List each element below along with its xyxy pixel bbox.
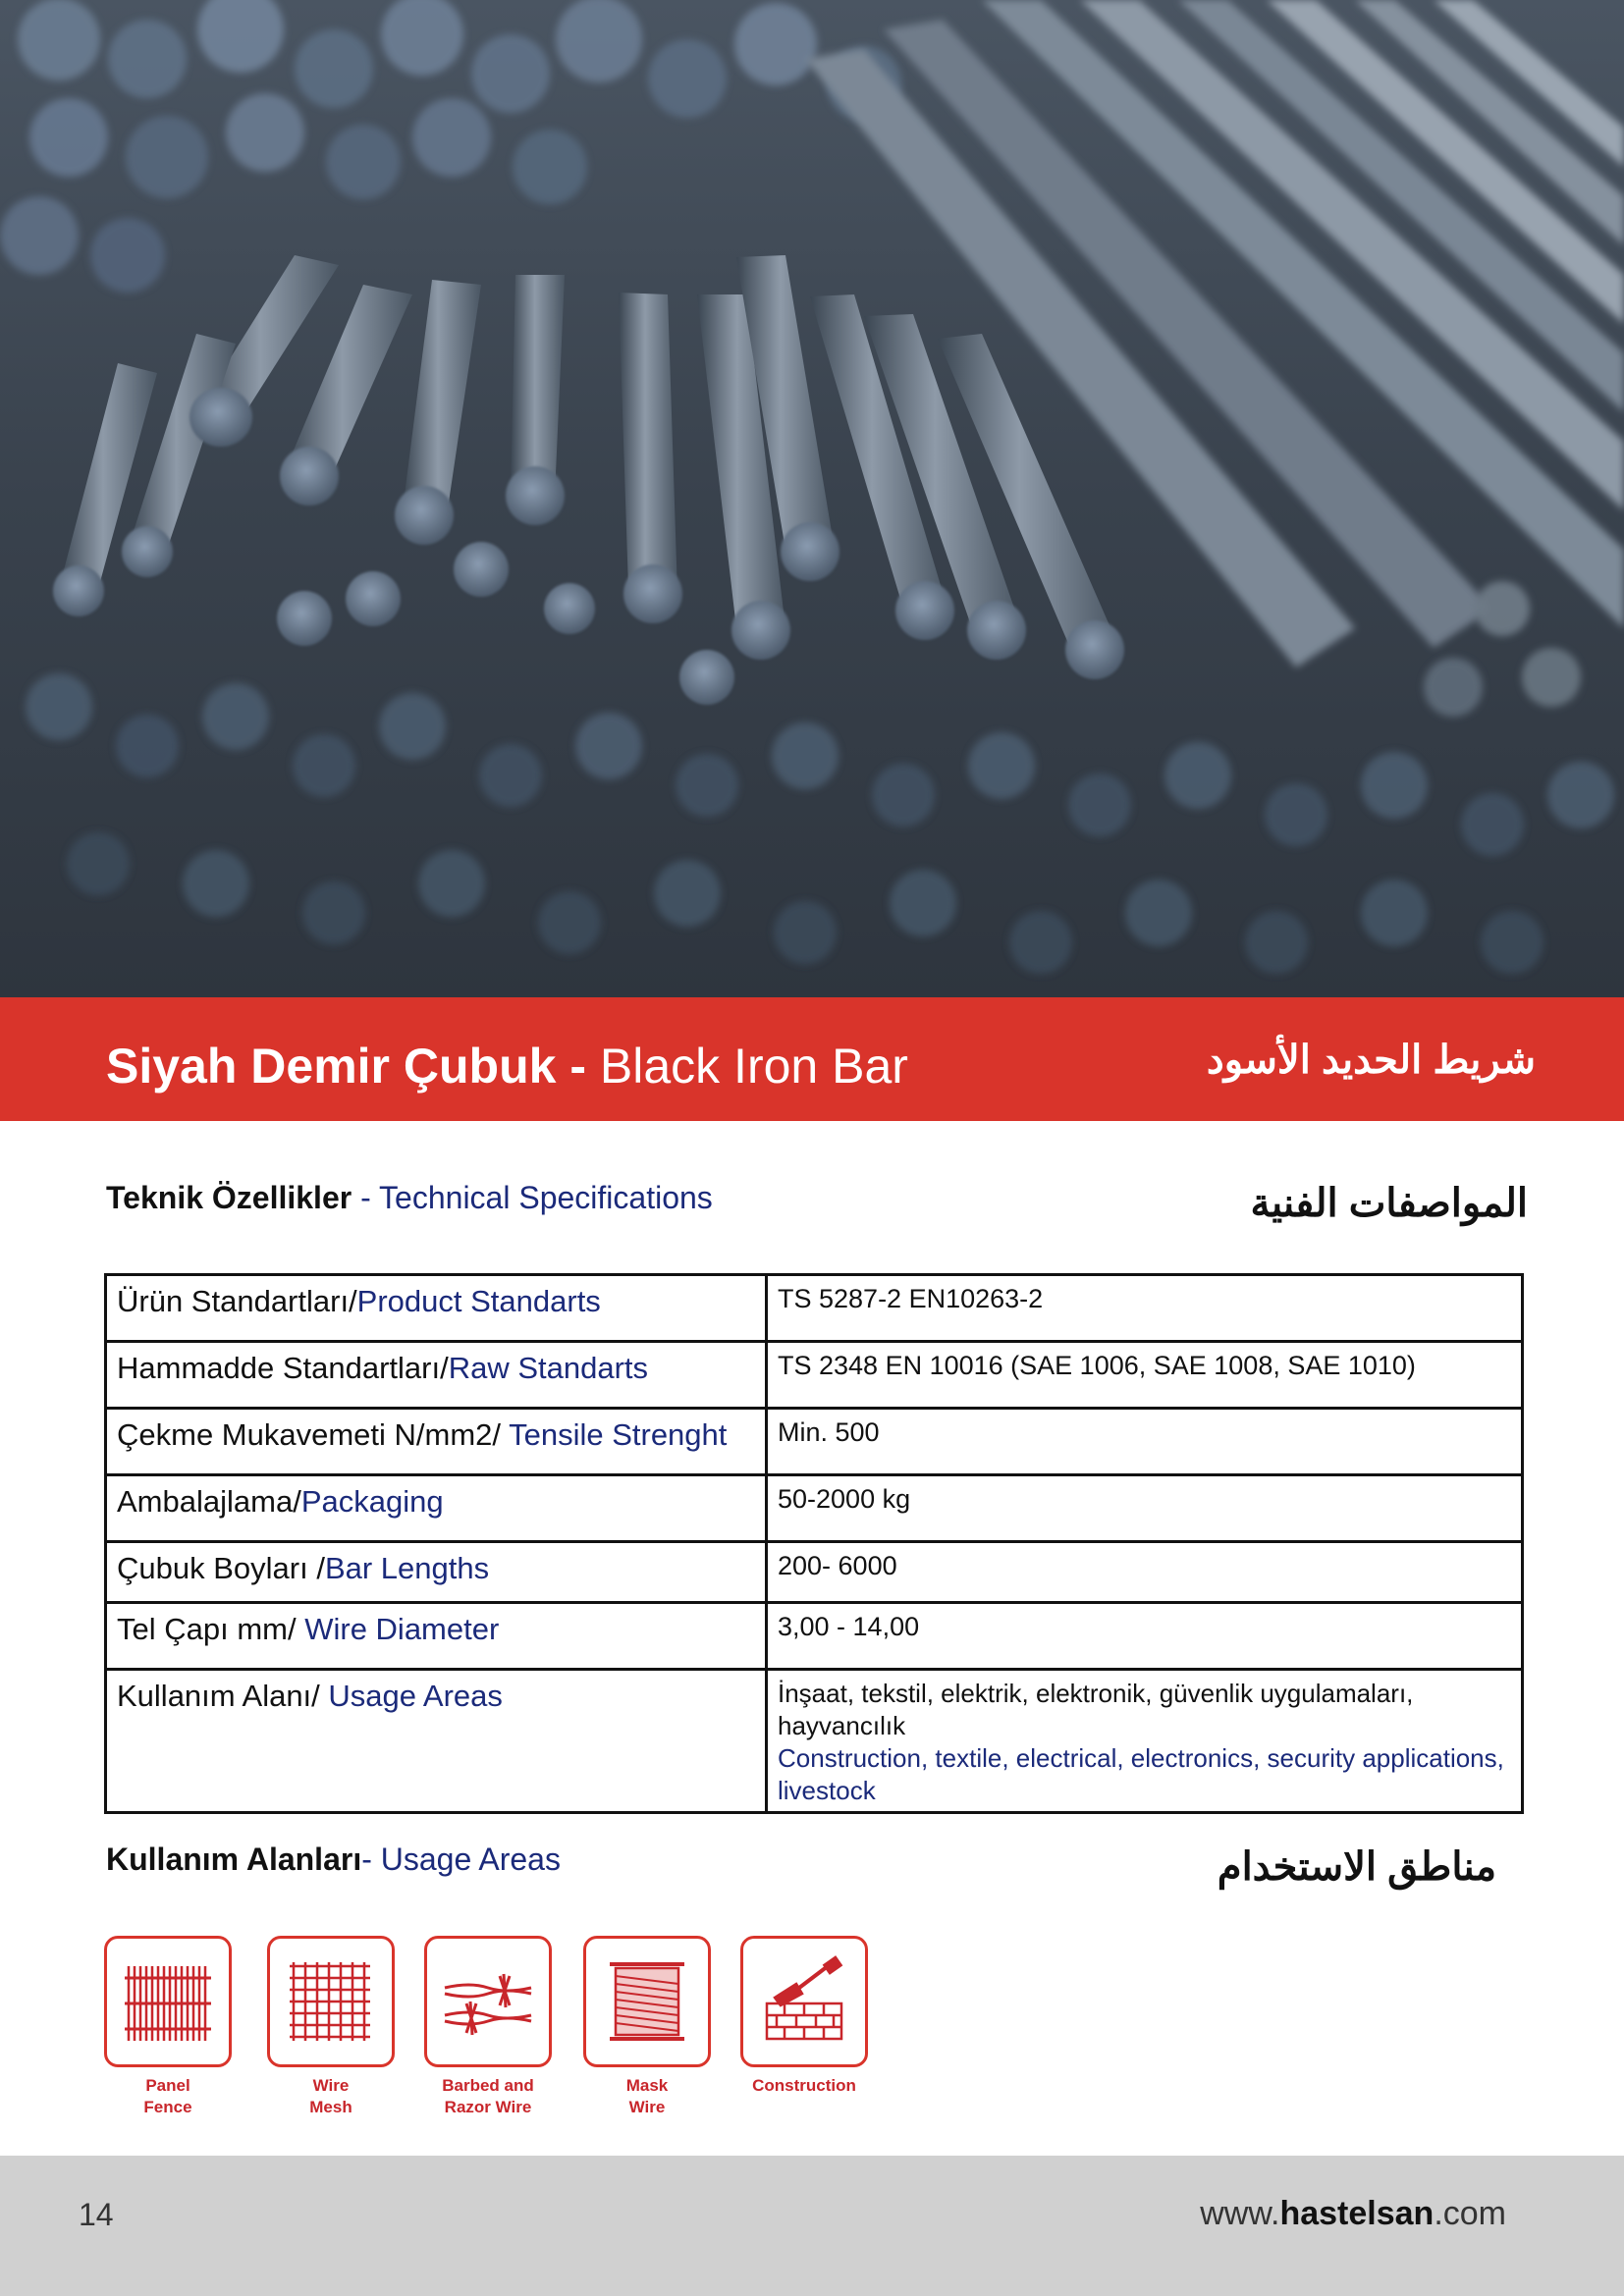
- spec-label: [106, 1275, 767, 1342]
- table-row: [106, 1670, 1523, 1813]
- usage-section-title: [106, 1840, 561, 1879]
- spec-label-en: Bar Lengths: [324, 1551, 490, 1585]
- spec-value: TS 5287-2 EN10263-2: [767, 1275, 1523, 1342]
- spec-value: Min. 500: [767, 1409, 1523, 1475]
- spec-label: [106, 1342, 767, 1409]
- spec-label: [106, 1409, 767, 1475]
- usage-item-mask-wire: [583, 1936, 711, 2116]
- spec-label: [106, 1670, 767, 1813]
- title-turkish: Siyah Demir Çubuk -: [106, 1039, 600, 1094]
- usage-item-panel-fence: [104, 1936, 232, 2116]
- title-arabic: شريط الحديد الأسود: [1206, 1039, 1536, 1082]
- table-row: [106, 1542, 1523, 1603]
- specs-title-english: - Technical Specifications: [352, 1180, 713, 1215]
- spec-label-en: Raw Standarts: [448, 1351, 649, 1385]
- panel-fence-icon: [121, 1954, 215, 2049]
- website-link[interactable]: www.hastelsan.com: [1200, 2195, 1506, 2232]
- usage-item-wire-mesh: [267, 1936, 395, 2116]
- page-number: 14: [79, 2197, 114, 2232]
- specs-title-turkish: Teknik Özellikler: [106, 1180, 352, 1215]
- usage-value-en: Construction, textile, electrical, electronics, security applications, livestock: [778, 1743, 1504, 1805]
- usage-label: Panel Fence: [143, 2076, 192, 2116]
- spec-label-tr: Tel Çapı mm/: [117, 1612, 305, 1646]
- hero-photo: [0, 0, 1624, 997]
- usage-label: Mask Wire: [625, 2076, 669, 2116]
- title-english: Black Iron Bar: [599, 1039, 908, 1094]
- specs-table: [104, 1273, 1524, 1814]
- wire-mesh-icon: [284, 1954, 378, 2049]
- specs-title-arabic: المواصفات الفنية: [1250, 1182, 1528, 1225]
- spec-label-tr: Ürün Standartları/: [117, 1284, 357, 1318]
- spec-label-tr: Çekme Mukavemeti N/mm2/: [117, 1417, 510, 1452]
- spec-label-en: Product Standarts: [356, 1284, 601, 1318]
- spec-label-en: Usage Areas: [328, 1679, 503, 1713]
- barbed-wire-icon: [441, 1954, 535, 2049]
- usage-item-barbed-wire: [424, 1936, 552, 2116]
- spec-label: [106, 1542, 767, 1603]
- table-row: [106, 1342, 1523, 1409]
- table-row: [106, 1475, 1523, 1542]
- spec-label-tr: Hammadde Standartları/: [117, 1351, 449, 1385]
- spec-label-tr: Kullanım Alanı/: [117, 1679, 329, 1713]
- usage-label: Barbed and Razor Wire: [442, 2076, 534, 2116]
- page-title: [106, 1037, 908, 1095]
- spec-label-en: Tensile Strenght: [509, 1417, 728, 1452]
- spec-value: TS 2348 EN 10016 (SAE 1006, SAE 1008, SAE 1010): [767, 1342, 1523, 1409]
- table-row: [106, 1603, 1523, 1670]
- usage-item-construction: [740, 1936, 868, 2095]
- spec-label-en: Wire Diameter: [304, 1612, 500, 1646]
- steel-bars-photo: [0, 0, 1624, 997]
- spec-label-en: Packaging: [300, 1484, 444, 1519]
- spec-label: [106, 1603, 767, 1670]
- spec-value: [767, 1670, 1523, 1813]
- spec-label-tr: Ambalajlama/: [117, 1484, 301, 1519]
- usage-label: Wire Mesh: [309, 2076, 352, 2116]
- spec-value: 200- 6000: [767, 1542, 1523, 1603]
- spec-value: 3,00 - 14,00: [767, 1603, 1523, 1670]
- usage-title-turkish: Kullanım Alanları: [106, 1842, 362, 1877]
- usage-title-arabic: مناطق الاستخدام: [1217, 1845, 1496, 1889]
- usage-label: Construction: [752, 2076, 856, 2095]
- mask-wire-icon: [600, 1954, 694, 2049]
- spec-value: 50-2000 kg: [767, 1475, 1523, 1542]
- usage-value-tr: İnşaat, tekstil, elektrik, elektronik, güvenlik uygulamaları, hayvancılık: [778, 1679, 1414, 1740]
- spec-label-tr: Çubuk Boyları /: [117, 1551, 325, 1585]
- usage-title-english: - Usage Areas: [361, 1842, 561, 1877]
- construction-icon: [757, 1954, 851, 2049]
- spec-label: [106, 1475, 767, 1542]
- specs-section-title: [106, 1178, 713, 1217]
- table-row: [106, 1409, 1523, 1475]
- table-row: [106, 1275, 1523, 1342]
